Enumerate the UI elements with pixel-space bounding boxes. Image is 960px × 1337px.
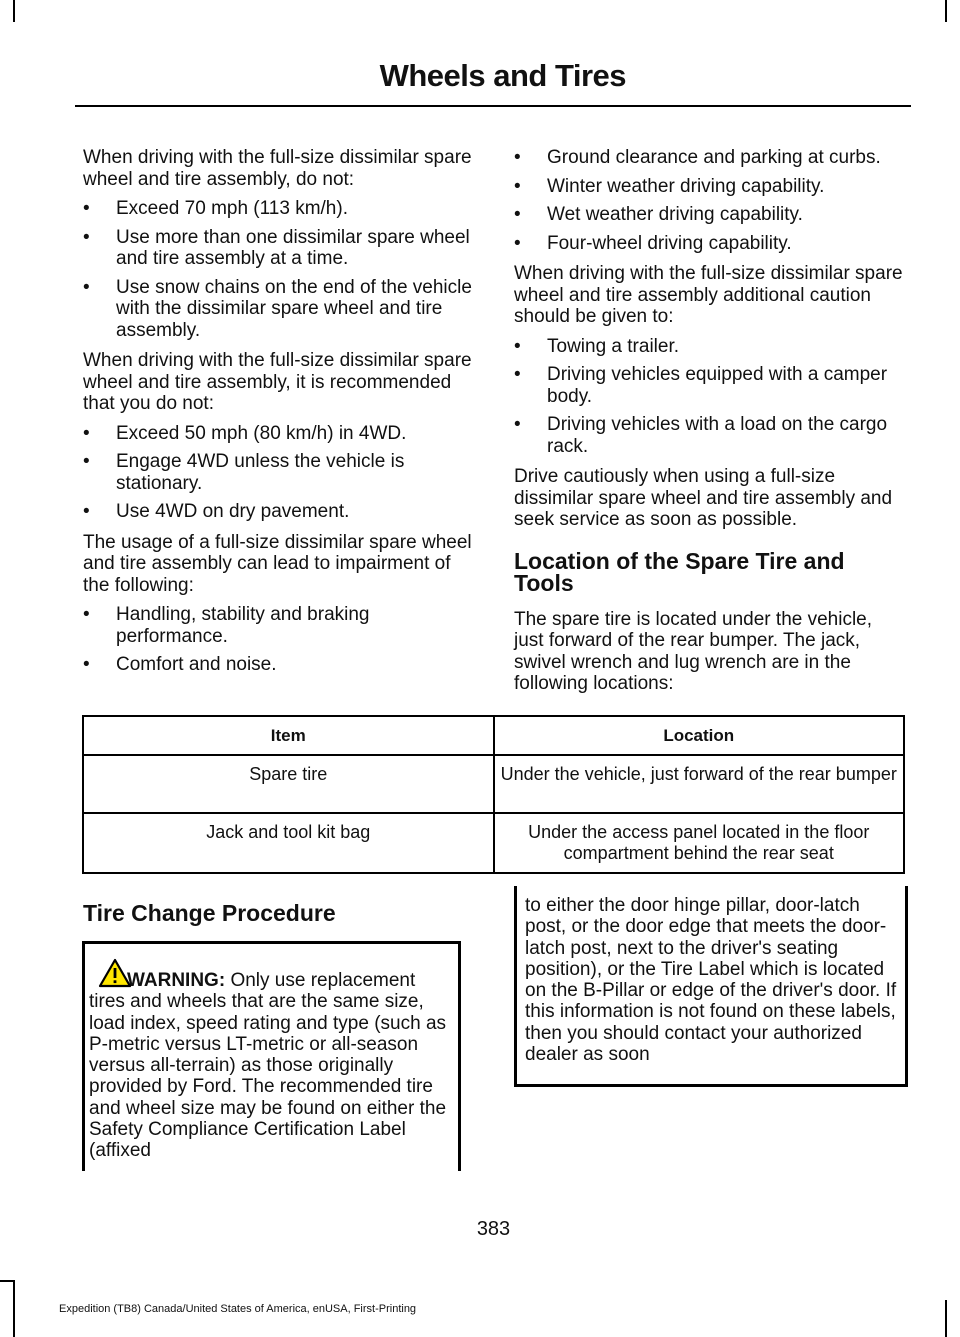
bullet: • (514, 204, 521, 225)
warning-box (82, 941, 461, 1171)
paragraph: The usage of a full-size dissimilar spare wheel and tire assembly can lead to impairment of the following: (83, 531, 472, 596)
location-table (82, 715, 905, 874)
list-item (514, 204, 906, 226)
list-item (83, 654, 475, 676)
bullet: • (514, 175, 521, 197)
paragraph: When driving with the full-size dissimilar spare wheel and tire assembly, it is recommended that you do not: (83, 350, 472, 414)
edition-footer: Expedition (TB8) Canada/United States of America, enUSA, First-Printing (59, 1303, 417, 1315)
list-item (83, 501, 475, 523)
list-item (514, 147, 906, 169)
list-item (514, 364, 906, 407)
list-item-text: Exceed 70 mph (113 km/h). (116, 198, 348, 219)
bullet: • (83, 501, 90, 522)
crop-mark (945, 0, 947, 22)
bullet: • (83, 654, 90, 675)
bullet-list (83, 198, 475, 341)
warning-text (85, 970, 458, 1162)
list-item-text: Use 4WD on dry pavement. (116, 501, 350, 522)
bullet: • (83, 604, 90, 625)
bullet: • (83, 276, 90, 298)
list-item-text: Exceed 50 mph (80 km/h) in 4WD. (116, 422, 407, 444)
warning-body: Only use replacement tires and wheels that are the same size, load index, speed rating and type (such as P-metric versus LT-metric or all-season versus all-terrain) as those originally provided by Ford. The recommended tire and wheel size may be found on either the Safety Compliance Certification Label (affixed (89, 970, 447, 1162)
warning-triangle-icon (98, 958, 132, 988)
table-row (83, 813, 904, 873)
paragraph: The spare tire is located under the vehicle, just forward of the rear bumper. The jack, swivel wrench and lug wrench are in the following locations: (514, 608, 873, 694)
bullet: • (514, 364, 521, 385)
list-item (83, 277, 475, 342)
table-row (83, 755, 904, 813)
list-item (514, 336, 906, 358)
crop-mark (13, 1280, 15, 1337)
list-item-text: Use more than one dissimilar spare wheel and tire assembly at a time. (116, 226, 470, 269)
bullet-list (83, 604, 475, 676)
list-item (514, 414, 906, 457)
bullet: • (83, 198, 90, 219)
paragraph: When driving with the full-size dissimilar spare wheel and tire assembly, do not: (83, 147, 472, 190)
list-item-text: Four-wheel driving capability. (547, 232, 792, 254)
column-header: Item (83, 716, 494, 755)
title-rule (75, 105, 911, 107)
crop-mark (0, 1280, 15, 1282)
bullet: • (83, 226, 90, 248)
crop-mark (945, 1300, 947, 1337)
table-cell: Under the access panel located in the floor compartment behind the rear seat (494, 813, 905, 873)
column-header: Location (494, 716, 905, 755)
list-item-text: Engage 4WD unless the vehicle is stationary. (116, 451, 405, 494)
section-heading: Tire Change Procedure (83, 900, 336, 926)
table-header-row (83, 716, 904, 755)
list-item (83, 198, 475, 220)
list-item-text: Driving vehicles with a load on the cargo rack. (547, 414, 888, 457)
warning-continuation: to either the door hinge pillar, door-latch post, or the door edge that meets the door-latch post, next to the driver's seating position), or the Tire Label which is located on the B-Pillar or edge of the driver's door. If this information is not found on these labels, then you should contact your authorized dealer as soon (514, 886, 908, 1087)
list-item-text: Use snow chains on the end of the vehicle with the dissimilar spare wheel and tire assembly. (116, 276, 472, 341)
paragraph: Drive cautiously when using a full-size dissimilar spare wheel and tire assembly and seek service as soon as possible. (514, 466, 893, 530)
list-item-text: Wet weather driving capability. (547, 204, 803, 225)
left-column (83, 147, 475, 685)
list-item-text: Ground clearance and parking at curbs. (547, 147, 881, 168)
paragraph: When driving with the full-size dissimilar spare wheel and tire assembly additional caution should be given to: (514, 263, 903, 327)
page-title: Wheels and Tires (379, 58, 626, 93)
bullet: • (514, 335, 521, 357)
page-number: 383 (476, 1218, 511, 1240)
bullet: • (83, 422, 90, 444)
bullet: • (514, 147, 521, 168)
bullet-list (514, 336, 906, 458)
bullet: • (514, 232, 521, 254)
list-item-text: Handling, stability and braking performance. (116, 604, 370, 647)
list-item (83, 423, 475, 445)
list-item (83, 604, 475, 647)
table-cell: Under the vehicle, just forward of the rear bumper (494, 755, 905, 813)
section-heading: Location of the Spare Tire and Tools (514, 547, 845, 596)
bullet-list (514, 147, 906, 254)
list-item-text: Driving vehicles equipped with a camper body. (547, 364, 888, 407)
list-item (514, 233, 906, 255)
list-item-text: Towing a trailer. (547, 335, 680, 357)
list-item (83, 227, 475, 270)
warning-label: WARNING: (127, 970, 226, 991)
table-cell: Spare tire (83, 755, 494, 813)
crop-mark (13, 0, 15, 22)
table-cell: Jack and tool kit bag (83, 813, 494, 873)
list-item (514, 176, 906, 198)
bullet: • (514, 414, 521, 435)
bullet-list (83, 423, 475, 523)
list-item-text: Comfort and noise. (116, 654, 277, 675)
bullet: • (83, 451, 90, 472)
right-column (514, 147, 906, 703)
list-item-text: Winter weather driving capability. (547, 175, 825, 197)
list-item (83, 451, 475, 494)
